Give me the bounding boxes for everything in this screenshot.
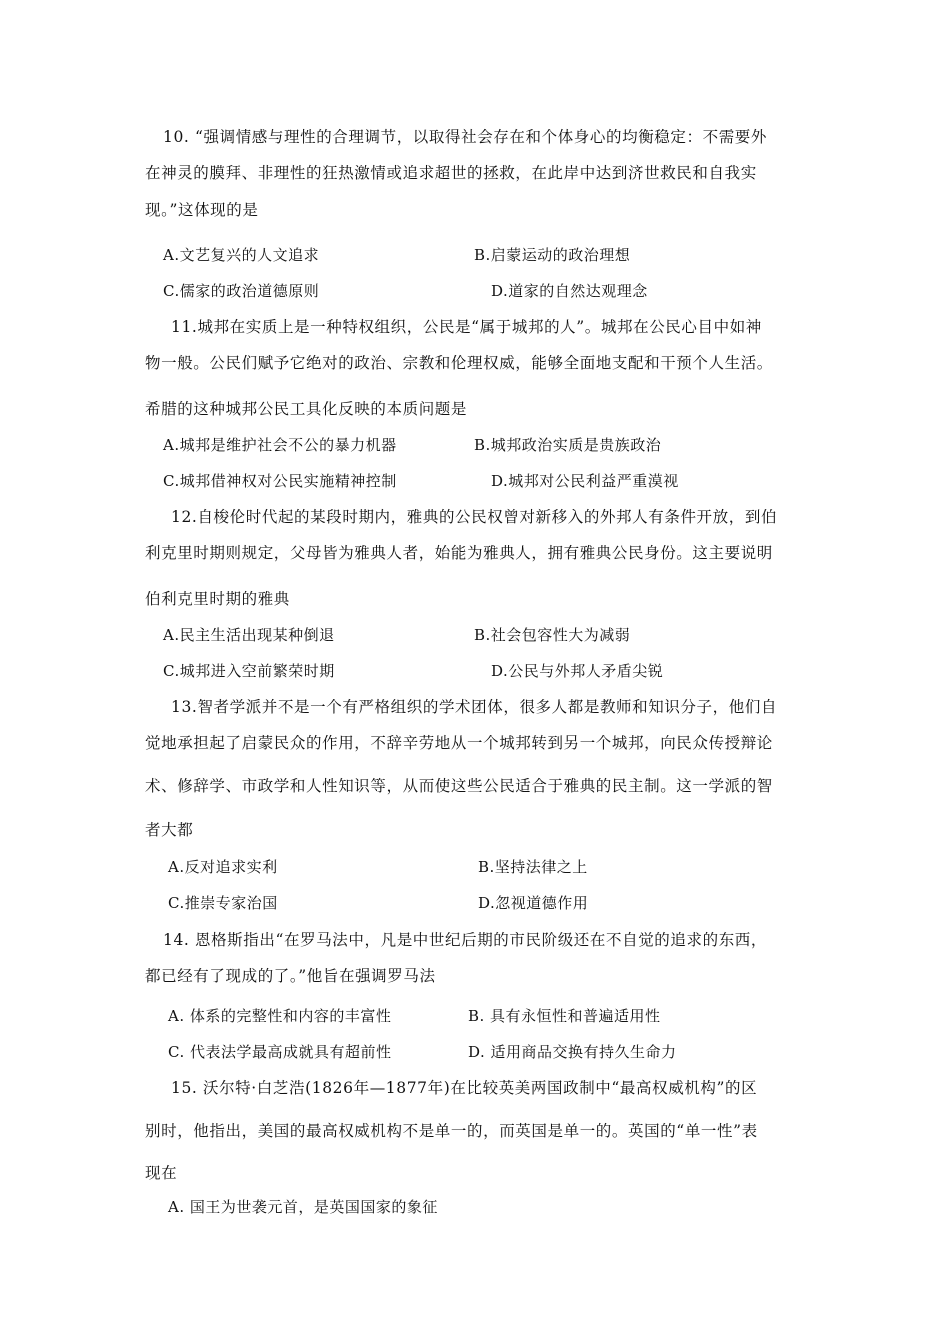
q11-option-b[interactable]: B.城邦政治实质是贵族政治 [474, 436, 662, 454]
q10-option-c[interactable]: C.儒家的政治道德原则 [163, 282, 320, 300]
q11-option-d[interactable]: D.城邦对公民利益严重漠视 [491, 472, 679, 490]
q13-option-b[interactable]: B.坚持法律之上 [478, 858, 588, 876]
q11-option-c[interactable]: C.城邦借神权对公民实施精神控制 [163, 472, 397, 490]
q12-option-c[interactable]: C.城邦进入空前繁荣时期 [163, 662, 335, 680]
q13-option-a[interactable]: A.反对追求实利 [168, 858, 278, 876]
q12-stem-line-3: 伯利克里时期的雅典 [145, 590, 290, 608]
q10-option-d[interactable]: D.道家的自然达观理念 [491, 282, 648, 300]
q14-stem-line-2: 都已经有了现成的了。”他旨在强调罗马法 [145, 967, 436, 985]
q14-option-b[interactable]: B. 具有永恒性和普遍适用性 [468, 1007, 661, 1025]
q14-option-a[interactable]: A. 体系的完整性和内容的丰富性 [168, 1007, 392, 1025]
q12-stem-line-2: 利克里时期则规定，父母皆为雅典人者，始能为雅典人，拥有雅典公民身份。这主要说明 [145, 544, 773, 562]
q12-option-a[interactable]: A.民主生活出现某种倒退 [163, 626, 335, 644]
q12-option-b[interactable]: B.社会包容性大为减弱 [474, 626, 631, 644]
q11-stem-line-1: 11.城邦在实质上是一种特权组织，公民是“属于城邦的人”。城邦在公民心目中如神 [171, 318, 762, 336]
q10-option-b[interactable]: B.启蒙运动的政治理想 [474, 246, 631, 264]
q10-stem-line-2: 在神灵的膜拜、非理性的狂热激情或追求超世的拯救，在此岸中达到济世救民和自我实 [145, 164, 757, 182]
q11-stem-line-2: 物一般。公民们赋予它绝对的政治、宗教和伦理权威，能够全面地支配和干预个人生活。 [145, 354, 773, 372]
q15-stem-line-1: 15. 沃尔特·白芝浩(1826年—1877年)在比较英美两国政制中“最高权威机构”的区 [171, 1079, 758, 1097]
q14-option-c[interactable]: C. 代表法学最高成就具有超前性 [168, 1043, 392, 1061]
q12-stem-line-1: 12.自梭伦时代起的某段时期内，雅典的公民权曾对新移入的外邦人有条件开放，到伯 [171, 508, 778, 526]
q11-option-a[interactable]: A.城邦是维护社会不公的暴力机器 [163, 436, 397, 454]
q15-stem-line-3: 现在 [145, 1164, 178, 1182]
q12-option-d[interactable]: D.公民与外邦人矛盾尖锐 [491, 662, 664, 680]
q14-stem-line-1: 14. 恩格斯指出“在罗马法中，凡是中世纪后期的市民阶级还在不自觉的追求的东西， [163, 931, 768, 949]
q13-option-d[interactable]: D.忽视道德作用 [478, 894, 589, 912]
q10-stem-line-3: 现。”这体现的是 [145, 201, 259, 219]
q14-option-d[interactable]: D. 适用商品交换有持久生命力 [468, 1043, 677, 1061]
q13-stem-line-4: 者大都 [145, 821, 194, 839]
q13-stem-line-3: 术、修辞学、市政学和人性知识等，从而使这些公民适合于雅典的民主制。这一学派的智 [145, 777, 773, 795]
q15-option-a[interactable]: A. 国王为世袭元首，是英国国家的象征 [168, 1198, 438, 1216]
q13-stem-line-1: 13.智者学派并不是一个有严格组织的学术团体，很多人都是教师和知识分子，他们自 [171, 698, 778, 716]
q11-stem-line-3: 希腊的这种城邦公民工具化反映的本质问题是 [145, 400, 468, 418]
q10-stem-line-1: 10. “强调情感与理性的合理调节，以取得社会存在和个体身心的均衡稳定：不需要外 [163, 128, 768, 146]
q10-option-a[interactable]: A.文艺复兴的人文追求 [163, 246, 320, 264]
q13-option-c[interactable]: C.推崇专家治国 [168, 894, 278, 912]
q13-stem-line-2: 觉地承担起了启蒙民众的作用，不辞辛劳地从一个城邦转到另一个城邦，向民众传授辩论 [145, 734, 773, 752]
q15-stem-line-2: 别时，他指出，美国的最高权威机构不是单一的，而英国是单一的。英国的“单一性”表 [145, 1122, 758, 1140]
